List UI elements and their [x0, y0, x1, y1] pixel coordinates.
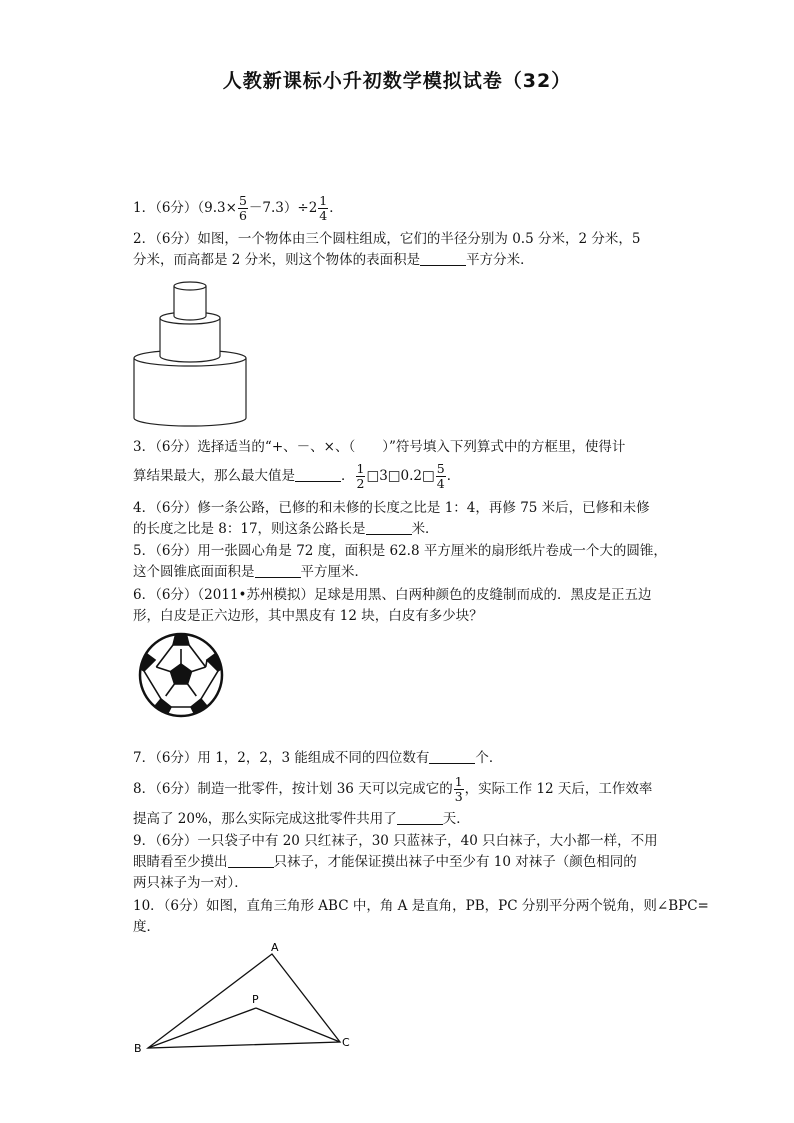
vertex-a-label: A — [271, 941, 279, 954]
answer-blank[interactable] — [228, 853, 274, 868]
question-3-line-1: 3．（6分）选择适当的“+、－、×、（ ）”符号填入下列算式中的方框里，使得计 — [133, 439, 626, 455]
triangle-abc-figure — [128, 936, 358, 1060]
answer-blank[interactable] — [255, 563, 301, 578]
question-10-line-1: 10．（6分）如图，直角三角形 ABC 中，角 A 是直角，PB，PC 分别平分两个锐角，则∠BPC= — [133, 898, 709, 914]
question-6-line-1: 6．（6分）（2011•苏州模拟）足球是用黑、白两种颜色的皮缝制而成的．黑皮是正五边 — [133, 587, 652, 603]
answer-blank[interactable] — [366, 520, 412, 535]
fraction: $\frac{5}{4}$ — [436, 461, 445, 491]
question-9-line-3: 两只袜子为一对）． — [133, 875, 248, 891]
vertex-b-label: B — [134, 1042, 142, 1055]
question-6-line-2: 形，白皮是正六边形，其中黑皮有 12 块，白皮有多少块？ — [133, 608, 483, 624]
question-1: 1．（6分）（9.3× $\frac{5}{6}$ －7.3）÷2 $\frac{1}{4}$ ． — [133, 193, 343, 223]
page-title: 人教新课标小升初数学模拟试卷（32） — [222, 70, 572, 92]
soccer-ball-icon — [136, 630, 226, 720]
question-2-line-1: 2．（6分）如图，一个物体由三个圆柱组成，它们的半径分别为 0.5 分米，2 分米，5 — [133, 231, 641, 247]
stacked-cylinders-figure — [128, 276, 252, 428]
fraction: $\frac{5}{6}$ — [238, 193, 247, 223]
question-5-line-2: 这个圆锥底面面积是 平方厘米． — [133, 564, 368, 580]
question-7: 7．（6分）用 1，2，2，3 能组成不同的四位数有 个． — [133, 750, 503, 766]
question-4-line-1: 4．（6分）修一条公路，已修的和未修的长度之比是 1：4，再修 75 米后，已修和未修 — [133, 500, 650, 516]
answer-blank[interactable] — [397, 810, 443, 825]
question-9-line-1: 9．（6分）一只袋子中有 20 只红袜子，30 只蓝袜子，40 只白袜子，大小都一样，不用 — [133, 833, 658, 849]
fraction: $\frac{1}{3}$ — [454, 774, 463, 804]
point-p-label: P — [252, 993, 259, 1006]
question-3-line-2: 算结果最大，那么最大值是 ． $\frac{1}{2}$ □3□0.2□ $\frac{5}{4}$ ． — [133, 461, 461, 491]
question-5-line-1: 5．（6分）用一张圆心角是 72 度，面积是 62.8 平方厘米的扇形纸片卷成一个大的圆锥， — [133, 543, 667, 559]
answer-blank[interactable] — [295, 467, 341, 482]
question-10-line-2: 度． — [133, 919, 160, 935]
answer-blank[interactable] — [420, 251, 466, 266]
question-8-line-1: 8．（6分）制造一批零件，按计划 36 天可以完成它的 $\frac{1}{3}$ ，实际工作 12 天后，工作效率 — [133, 774, 653, 804]
fraction: $\frac{1}{2}$ — [356, 461, 365, 491]
answer-blank[interactable] — [429, 749, 475, 764]
question-4-line-2: 的长度之比是 8：17，则这条公路长是 米． — [133, 521, 439, 537]
question-8-line-2: 提高了 20%，那么实际完成这批零件共用了 天． — [133, 811, 470, 827]
vertex-c-label: C — [342, 1036, 350, 1049]
fraction: $\frac{1}{4}$ — [319, 193, 328, 223]
question-9-line-2: 眼睛看至少摸出 只袜子，才能保证摸出袜子中至少有 10 对袜子（颜色相同的 — [133, 854, 637, 870]
question-2-line-2: 分米，而高都是 2 分米，则这个物体的表面积是 平方分米． — [133, 252, 534, 268]
